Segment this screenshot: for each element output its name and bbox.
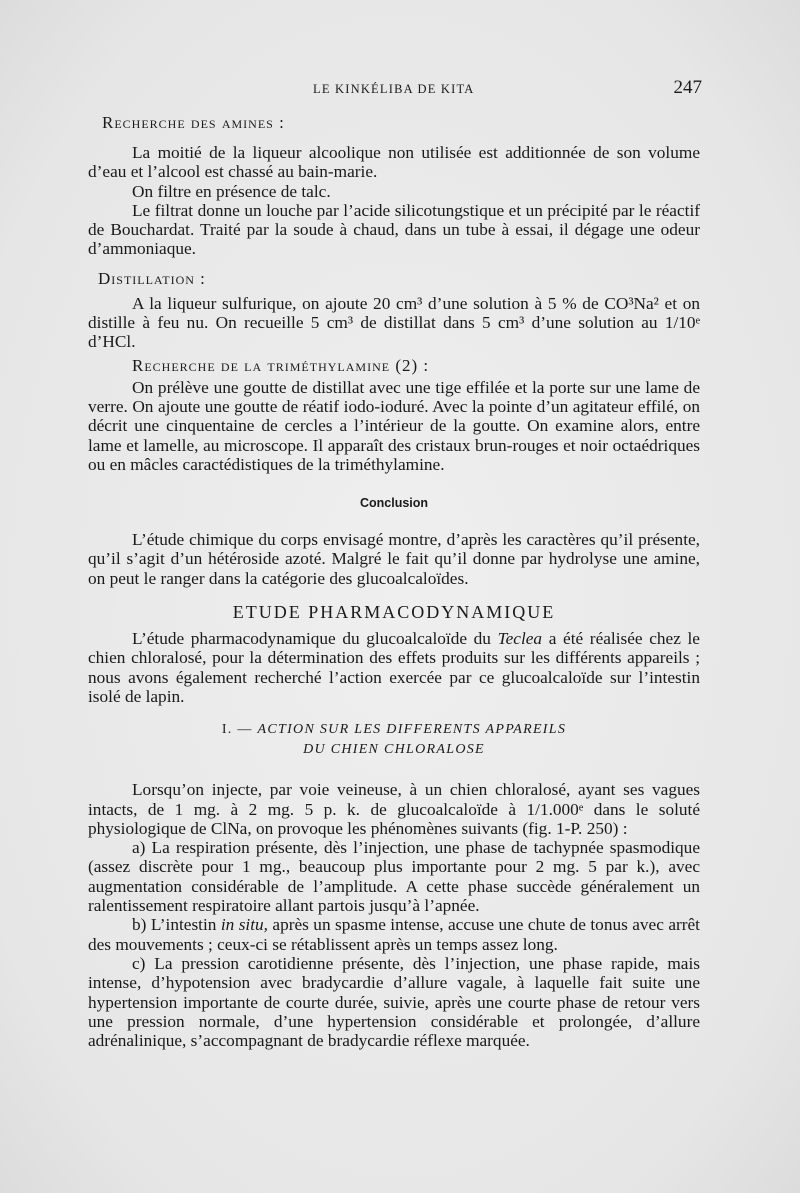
page-header [88, 70, 700, 100]
intestin-in-situ: in situ, [220, 915, 268, 935]
etude-heading: ETUDE PHARMACODYNAMIQUE [232, 602, 556, 623]
etude-species: Teclea [497, 629, 543, 649]
distillation-heading: Distillation : [98, 268, 206, 288]
distillation-paragraph: A la liqueur sulfurique, on ajoute 20 cm³ d’une solution à 5 % de CO³Na² et on distille à feu nu. On recueille 5 cm³ de distillat dans 5 cm³ d’une solution au 1/10ᵉ d’HCl. [88, 293, 700, 352]
trimethylamine-heading: Recherche de la triméthylamine (2) : [132, 355, 430, 375]
etude-text-b: a été réalisée chez le chien chloralosé, pour la détermination des effets produits sur les différents appareils ; nous avons également recherché l’action exercée par ce glucoalcaloïde sur l’intestin isolé de lapin. [88, 629, 700, 706]
amines-paragraph-3: Le filtrat donne un louche par l’acide silicotungstique et un précipité par le réactif de Bouchardat. Traité par la soude à chaud, dans un tube à essai, il dégage une odeur d’ammoniaque. [88, 200, 700, 259]
intestin-text-a: b) L’intestin [132, 915, 221, 935]
running-title: LE KINKÉLIBA DE KITA [313, 82, 475, 96]
etude-text-a: L’étude pharmacodynamique du glucoalcaloïde du [132, 629, 498, 649]
amines-paragraph-2: On filtre en présence de talc. [132, 181, 331, 201]
etude-paragraph [88, 629, 700, 706]
action-heading-line-1 [88, 720, 700, 740]
action-heading [88, 720, 700, 760]
action-heading-line-2: DU CHIEN CHLORALOSE [303, 742, 485, 758]
action-intro-paragraph: Lorsqu’on injecte, par voie veineuse, à un chien chloralosé, ayant ses vagues intacts, de 1 mg. à 2 mg. 5 p. k. de glucoalcaloïde à 1/1.000ᵉ dans le soluté physiologique de ClNa, on provoque les phénomènes suivants (fig. 1-P. 250) : [88, 780, 700, 838]
conclusion-heading: Conclusion [359, 496, 429, 511]
action-number: I. — [221, 722, 258, 738]
trimethylamine-paragraph: On prélève une goutte de distillat avec une tige effilée et la porte sur une lame de verre. On ajoute une goutte de réatif iodo-ioduré. Avec la pointe d’un agitateur effilé, on décrit une cinquentaine de cercles a l’intérieur de la goutte. On examine alors, entre lame et lamelle, au microscope. Il apparaît des cristaux brun-rouges et noir octaédriques ou en mâcles caractédistiques de la triméthylamine. [88, 377, 700, 474]
intestin-paragraph [88, 915, 700, 954]
amines-heading: Recherche des amines : [102, 113, 285, 132]
respiration-paragraph: a) La respiration présente, dès l’injection, une phase de tachypnée spasmodique (assez discrète pour 1 mg., beaucoup plus importante pour 2 mg. 5 par k.), avec augmentation considérable de l’amplitude. A cette phase succède généralement un ralentissement respiratoire allant partois jusqu’à l’apnée. [88, 838, 700, 916]
intestin-text-b: après un spasme intense, accuse une chute de tonus avec arrêt des mouvements ; ceux-ci se rétablissent après un temps assez long. [88, 915, 700, 954]
conclusion-paragraph: L’étude chimique du corps envisagé montre, d’après les caractères qu’il présente, qu’il s’agit d’un hétéroside azoté. Malgré le fait qu’il donne par hydrolyse une amine, on peut le ranger dans la catégorie des glucoalcaloïdes. [88, 530, 700, 588]
pression-paragraph: c) La pression carotidienne présente, dès l’injection, une phase rapide, mais intense, d’hypotension avec bradycardie d’allure vagale, à laquelle fait suite une hypertension importante de courte durée, suivie, après une courte phase de retour vers une pression normale, d’une hypertension considérable et prolongée, d’allure adrénalinique, s’accompagnant de bradycardie réflexe marquée. [88, 953, 700, 1051]
page-number: 247 [673, 77, 702, 98]
action-title-1: ACTION SUR LES DIFFERENTS APPAREILS [257, 722, 567, 738]
amines-paragraph-1: La moitié de la liqueur alcoolique non utilisée est additionnée de son volume d’eau et l’alcool est chassé au bain-marie. [88, 143, 700, 182]
